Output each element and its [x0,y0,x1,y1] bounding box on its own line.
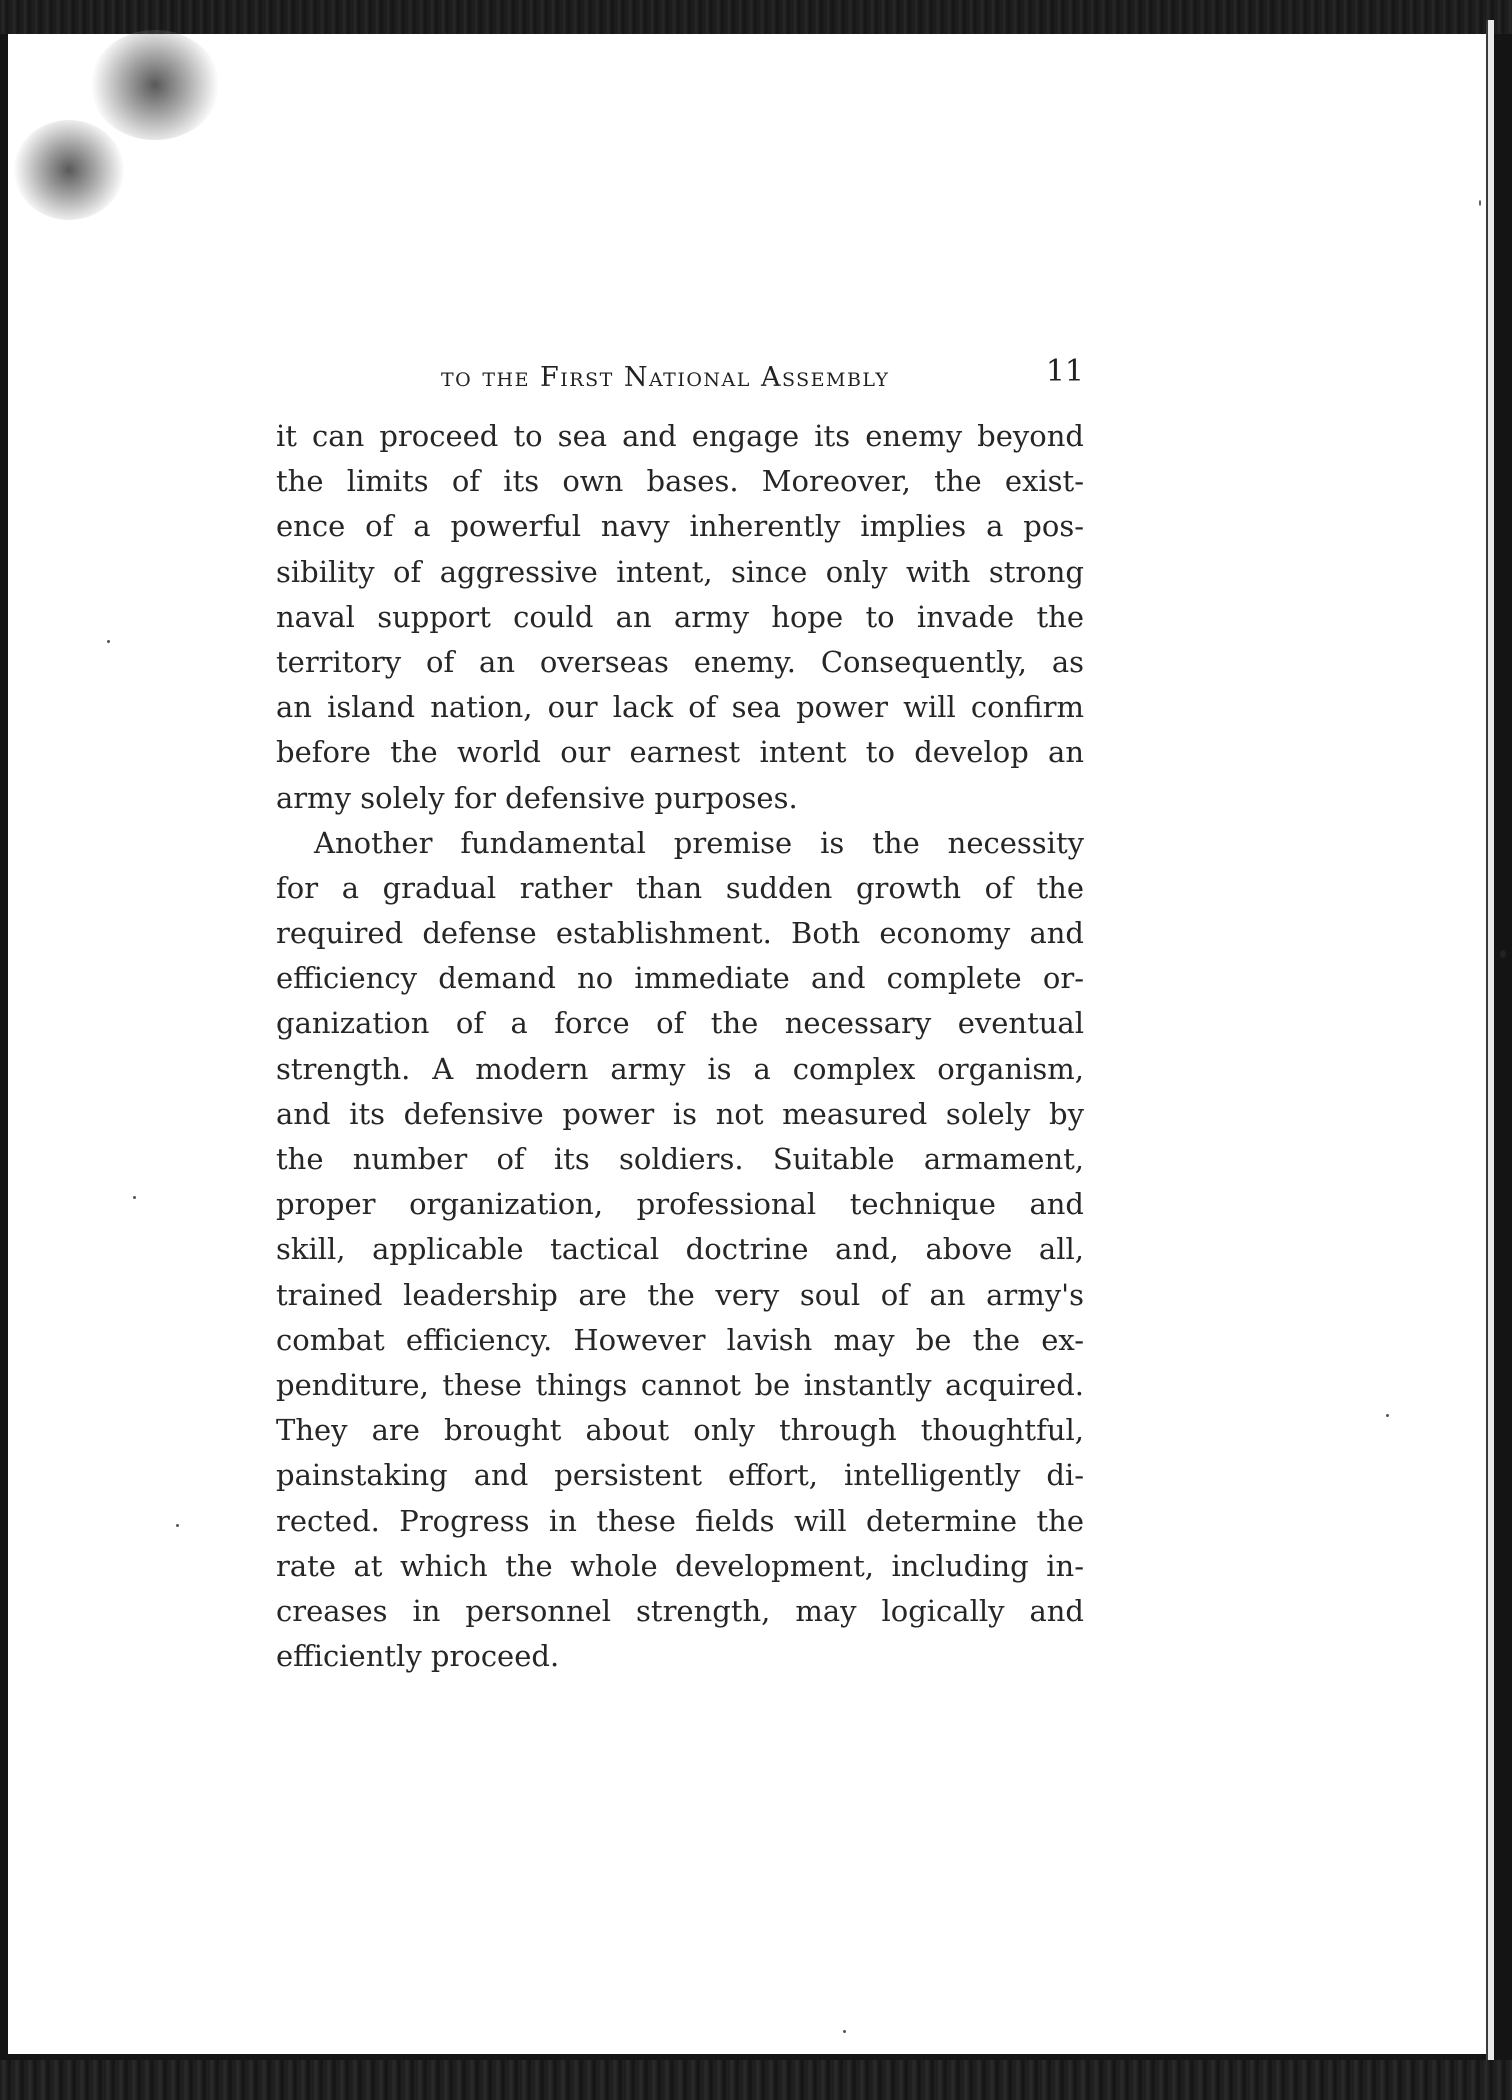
text-line: rected. Progress in these fields will determine the [276,1503,1084,1538]
text-line: ganization of a force of the necessary eventual [276,1006,1084,1041]
text-line: the limits of its own bases. Moreover, the exist- [276,464,1084,499]
dust-speck [1386,1414,1389,1417]
text-line: creases in personnel strength, may logically and [276,1593,1084,1628]
text-line: efficiently proceed. [276,1639,560,1674]
dust-speck [133,1196,136,1199]
paragraph-2 [276,821,1084,1680]
body-text [276,414,1084,1679]
text-line: army solely for defensive purposes. [276,780,798,815]
dust-speck [1479,200,1481,206]
text-line: skill, applicable tactical doctrine and, above all, [276,1232,1084,1267]
text-line: and its defensive power is not measured solely by [276,1096,1084,1131]
text-line: Another fundamental premise is the necessity [314,825,1084,860]
text-line: required defense establishment. Both economy and [276,916,1084,951]
page-edge [1486,20,1494,2060]
text-line: before the world our earnest intent to develop an [276,735,1084,770]
text-line: the number of its soldiers. Suitable armament, [276,1142,1084,1176]
paragraph-1 [276,414,1084,821]
page-number: 11 [1045,354,1084,389]
text-line: They are brought about only through thoughtful, [276,1413,1084,1448]
text-line: an island nation, our lack of sea power will confirm [276,690,1084,725]
scan-border-bottom [0,2060,1512,2100]
text-line: territory of an overseas enemy. Consequently, as [276,644,1084,679]
ink-smudge [14,120,124,220]
text-line: sibility of aggressive intent, since only with strong [276,554,1084,589]
dust-speck [176,1524,179,1527]
running-head: to the First National Assembly [441,362,890,393]
dust-speck [1500,950,1506,958]
page-header [276,352,1084,392]
text-line: proper organization, professional technique and [276,1187,1084,1222]
text-line: rate at which the whole development, including in- [276,1548,1084,1583]
ink-smudge [90,30,220,140]
dust-speck [107,640,110,643]
dust-speck [843,2030,846,2033]
text-line: naval support could an army hope to invade the [276,599,1084,634]
text-line: trained leadership are the very soul of an army's [276,1277,1084,1312]
text-line: for a gradual rather than sudden growth of the [276,870,1084,905]
text-line: combat efficiency. However lavish may be the ex- [276,1322,1084,1357]
text-line: ence of a powerful navy inherently implies a pos- [276,509,1084,544]
text-line: efficiency demand no immediate and complete or- [276,961,1084,996]
text-line: it can proceed to sea and engage its enemy beyond [276,419,1084,453]
text-line: painstaking and persistent effort, intelligently di- [276,1458,1084,1493]
text-line: strength. A modern army is a complex organism, [276,1051,1084,1086]
text-line: penditure, these things cannot be instantly acquired. [276,1367,1084,1402]
scan-border-top [0,0,1512,34]
